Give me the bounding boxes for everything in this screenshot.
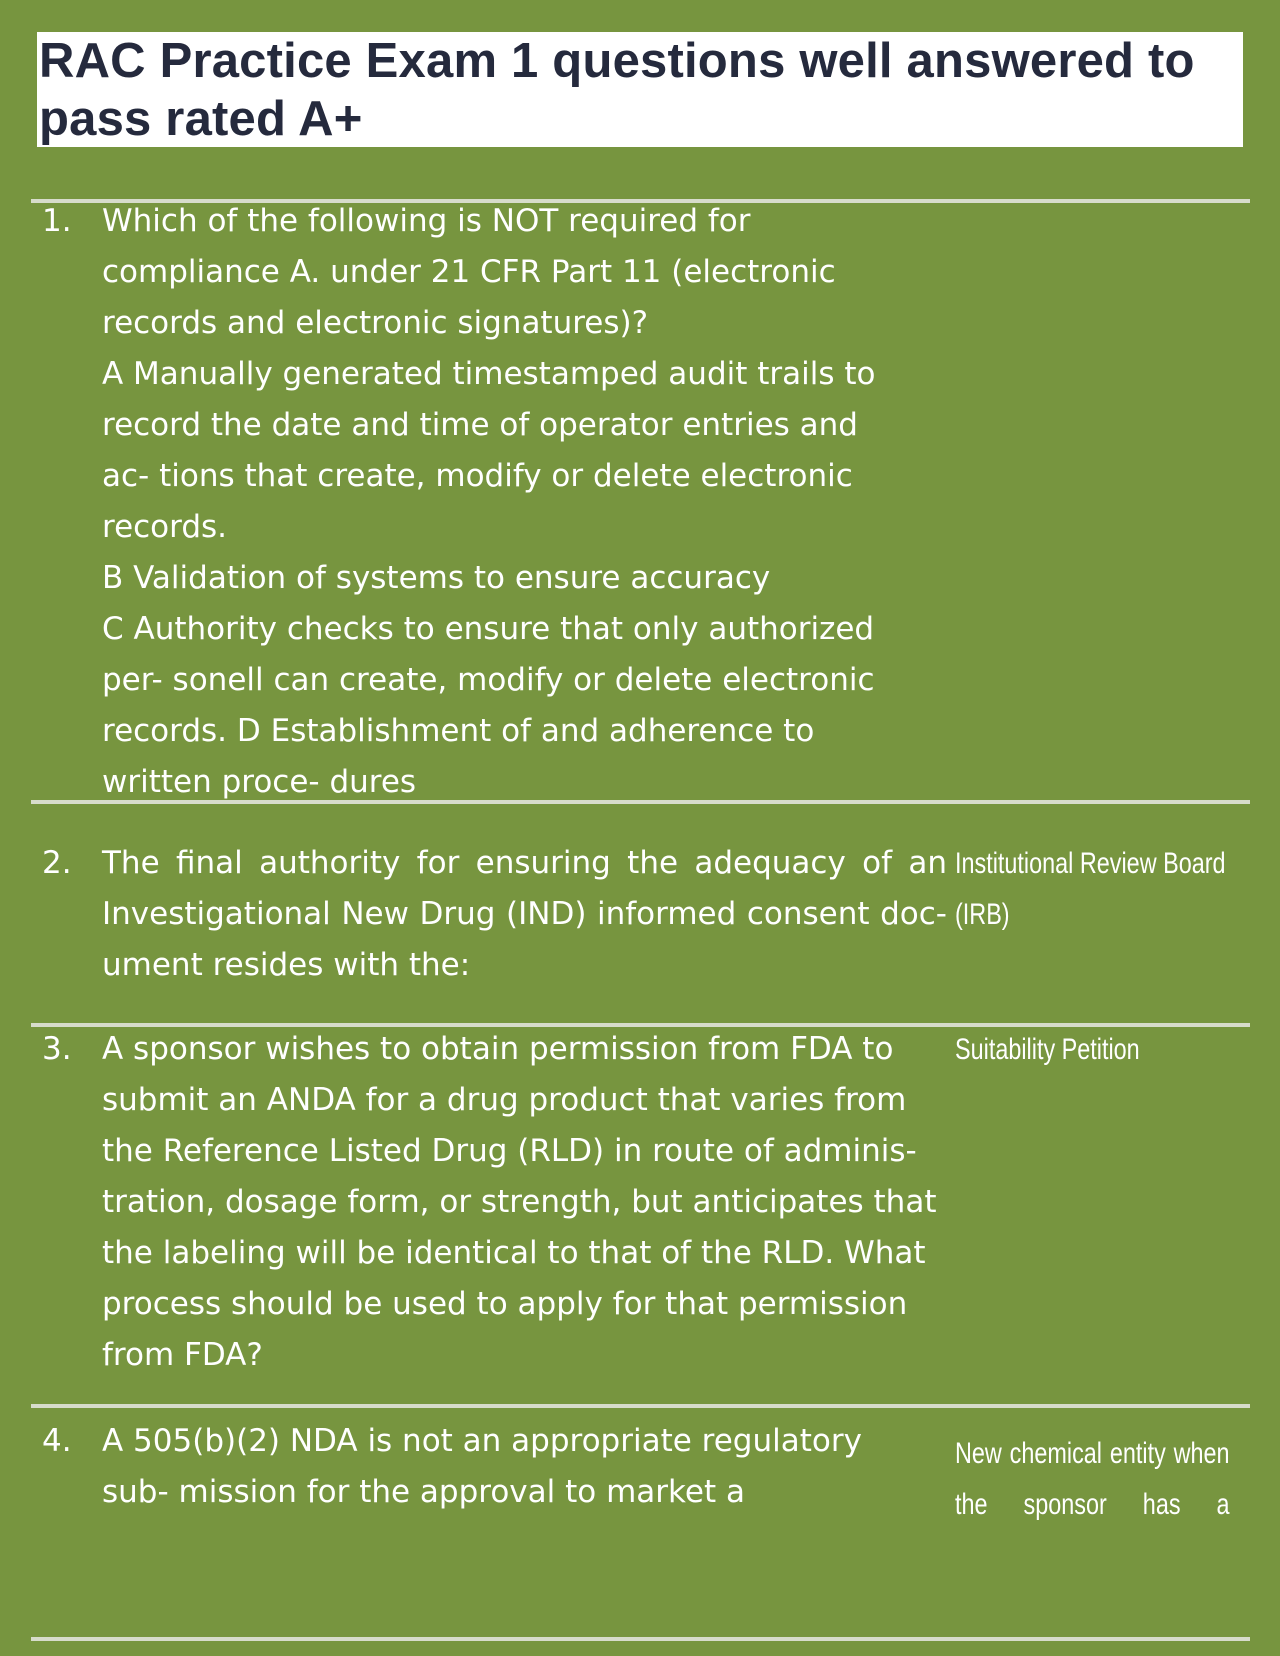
question-stem: A sponsor wishes to obtain permission from FDA to submit an ANDA for a drug product that varies from the Reference Listed Drug (RLD) in route of adminis- tration, dosage form, or strength, but anticipates that the labeling will be identical to that of the RLD. What process should be used to apply for that permission from FDA? <box>102 1031 937 1373</box>
title-box <box>37 32 1243 147</box>
divider <box>31 800 1250 804</box>
option-c-d: C Authority checks to ensure that only authorized per- sonell can create, modify or delete electronic records. D Establishment of and adherence to written proce- dures <box>102 611 875 800</box>
answer-text: Suitability Petition <box>955 1033 1140 1066</box>
question-stem: The final authority for ensuring the adequacy of an Investigational New Drug (IND) informed consent doc- ument resides with the: <box>102 845 947 983</box>
question-text <box>102 1024 947 1381</box>
question-text <box>102 838 947 991</box>
answer-text: Institutional Review Board (IRB) <box>955 847 1226 931</box>
divider <box>31 1637 1250 1641</box>
option-b: B Validation of systems to ensure accuracy <box>102 560 771 596</box>
page-title: RAC Practice Exam 1 questions well answered to pass rated A+ <box>39 34 1195 146</box>
divider <box>31 1404 1250 1408</box>
question-text <box>102 196 947 808</box>
question-number: 3. <box>42 1031 72 1067</box>
question-number: 4. <box>42 1423 72 1459</box>
question-stem: Which of the following is NOT required for compliance A. under 21 CFR Part 11 (electronic records and electronic signatures)? <box>102 203 836 341</box>
answer-text: New chemical entity when the sponsor has a <box>955 1437 1230 1521</box>
question-stem: A 505(b)(2) NDA is not an appropriate regulatory sub- mission for the approval to market a <box>102 1423 862 1510</box>
question-number: 2. <box>42 845 72 881</box>
question-number: 1. <box>42 203 72 239</box>
option-a: A Manually generated timestamped audit trails to record the date and time of operator entries and ac- tions that create, modify or delete electronic records. <box>102 356 876 545</box>
question-text <box>102 1416 862 1518</box>
